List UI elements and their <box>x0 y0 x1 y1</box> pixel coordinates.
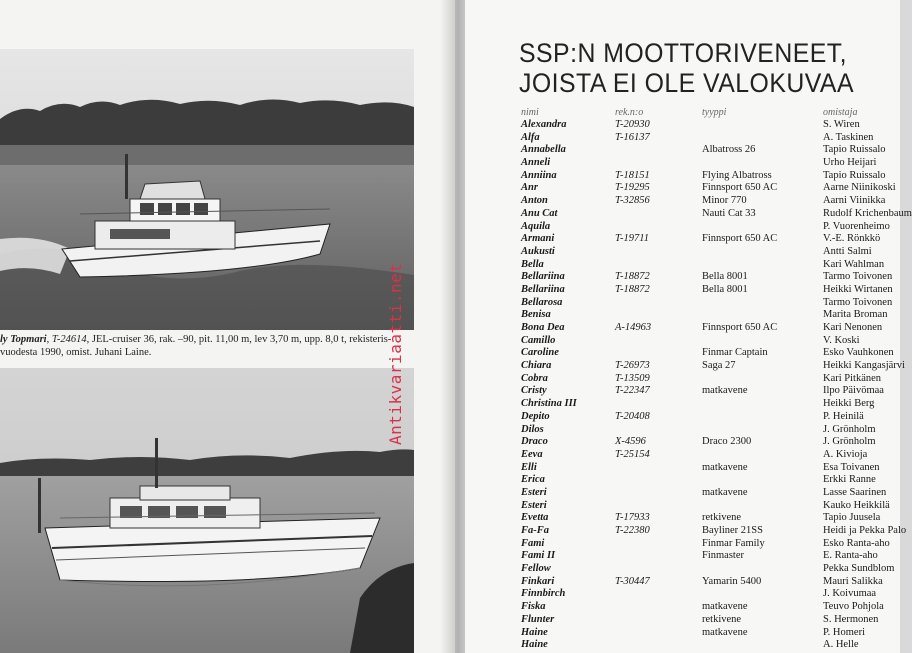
cell-omistaja: V. Koski <box>823 334 860 346</box>
cell-nimi: Fami <box>521 537 545 549</box>
table-row <box>465 436 900 449</box>
cell-omistaja: Tapio Ruissalo <box>823 144 886 156</box>
table-row <box>465 538 900 551</box>
cell-tyyppi: Finmar Captain <box>702 347 768 359</box>
cell-rekno: T-17933 <box>615 512 650 524</box>
cell-tyyppi: matkavene <box>702 601 748 613</box>
cell-rekno: T-18872 <box>615 283 650 295</box>
table-row <box>465 284 900 297</box>
cell-nimi: Armani <box>521 233 555 245</box>
cell-tyyppi: Flying Albatross <box>702 169 772 181</box>
page-title-line1: SSP:N MOOTTORIVENEET, <box>519 38 848 68</box>
cell-rekno: T-22347 <box>615 385 650 397</box>
cell-nimi: Finkari <box>521 575 555 587</box>
cell-omistaja: Ilpo Päivömaa <box>823 385 884 397</box>
cell-tyyppi: matkavene <box>702 486 748 498</box>
table-row <box>465 207 912 221</box>
cell-rekno: A-14963 <box>615 322 652 333</box>
cell-nimi: Elli <box>521 461 537 473</box>
cell-omistaja: J. Grönholm <box>823 423 876 435</box>
cell-nimi: Christina III <box>521 398 577 410</box>
cell-tyyppi: Finnsport 650 AC <box>702 233 778 245</box>
cell-omistaja: Teuvo Pohjola <box>823 601 884 613</box>
table-row <box>465 462 900 475</box>
cell-omistaja: Tarmo Toivonen <box>823 296 893 308</box>
cell-nimi: Eeva <box>521 448 543 460</box>
cell-tyyppi: Finnsport 650 AC <box>702 322 778 333</box>
header-omistaja: omistaja <box>823 107 858 118</box>
cell-tyyppi: Yamarin 5400 <box>702 575 762 587</box>
cell-omistaja: Tarmo Toivonen <box>823 271 893 283</box>
table-row <box>465 233 900 246</box>
cell-tyyppi: matkavene <box>702 385 748 397</box>
cell-nimi: Bona Dea <box>521 322 565 333</box>
table-row <box>465 385 900 398</box>
table-row <box>465 157 900 170</box>
left-page <box>0 0 455 653</box>
cell-tyyppi: Minor 770 <box>702 195 747 207</box>
cell-nimi: Flunter <box>521 613 555 625</box>
cell-nimi: Fa-Fa <box>521 525 550 536</box>
cell-tyyppi: Albatross 26 <box>702 144 756 156</box>
cell-rekno: T-20408 <box>615 410 650 422</box>
cell-omistaja: A. Taskinen <box>823 131 874 143</box>
table-row <box>465 322 900 335</box>
cell-nimi: Anu Cat <box>521 207 558 219</box>
cell-rekno: T-32856 <box>615 195 650 207</box>
cell-omistaja: Rudolf Krichenbaum <box>823 207 912 219</box>
cell-nimi: Bellariina <box>521 271 565 283</box>
cell-nimi: Bella <box>521 258 544 270</box>
table-row <box>465 335 900 348</box>
cell-nimi: Esteri <box>521 499 547 511</box>
cell-tyyppi: Nauti Cat 33 <box>702 207 756 219</box>
cell-omistaja: E. Ranta-aho <box>823 550 878 562</box>
cell-omistaja: Esko Vauhkonen <box>823 347 894 359</box>
table-row <box>465 221 900 234</box>
table-row <box>465 601 900 614</box>
table-row <box>465 525 907 538</box>
cell-omistaja: Erkki Ranne <box>823 474 876 486</box>
table-row <box>465 449 900 462</box>
cell-omistaja: Esko Ranta-aho <box>823 537 890 549</box>
cell-rekno: T-22380 <box>615 525 650 536</box>
cell-nimi: Caroline <box>521 347 559 359</box>
cell-nimi: Bellarosa <box>521 296 563 308</box>
cell-omistaja: Aarne Niinikoski <box>823 182 896 194</box>
photo-caption: ly Topmari, T-24614, JEL-cruiser 36, rak. –90, pit. 11,00 m, lev 3,70 m, upp. 8,0 t, rekisteris- vuodesta 1990, omist. Juhani Laine. <box>0 334 392 358</box>
cell-omistaja: P. Homeri <box>823 626 865 638</box>
header-rekno: rek.n:o <box>615 107 644 118</box>
cell-rekno: X-4596 <box>615 436 646 448</box>
cell-nimi: Fiska <box>521 601 546 613</box>
table-row <box>465 170 900 183</box>
cell-tyyppi: Finmar Family <box>702 537 765 549</box>
table-row <box>465 614 900 627</box>
table-row <box>465 474 900 487</box>
table-row <box>465 576 900 589</box>
cell-omistaja: P. Heinilä <box>823 410 864 422</box>
cell-nimi: Aquila <box>521 220 551 232</box>
table-row <box>465 195 900 208</box>
table-row <box>465 144 900 157</box>
table-row <box>465 588 900 601</box>
cell-omistaja: Tapio Ruissalo <box>823 169 886 181</box>
cell-nimi: Aukusti <box>521 245 555 257</box>
cell-omistaja: Pekka Sundblom <box>823 563 895 575</box>
watermark <box>386 245 416 445</box>
cell-rekno: T-19711 <box>615 233 650 245</box>
cell-nimi: Draco <box>521 436 548 448</box>
cell-omistaja: Tapio Juusela <box>823 512 881 524</box>
cell-nimi: Bellariina <box>521 283 565 295</box>
table-row <box>465 512 900 525</box>
cell-nimi: Anr <box>521 182 538 194</box>
cell-nimi: Anniina <box>521 169 557 181</box>
table-row <box>465 627 900 640</box>
table-row <box>465 411 900 424</box>
cell-tyyppi: Bayliner 21SS <box>702 525 763 536</box>
cell-omistaja: Kari Wahlman <box>823 258 885 270</box>
table-row <box>465 271 900 284</box>
table-row <box>465 182 900 195</box>
cell-rekno: T-30447 <box>615 575 650 587</box>
boat-table <box>465 119 912 652</box>
cell-tyyppi: Draco 2300 <box>702 436 752 448</box>
cell-tyyppi: Finnsport 650 AC <box>702 182 778 194</box>
cell-omistaja: S. Hermonen <box>823 613 879 625</box>
cell-nimi: Fami II <box>521 550 556 562</box>
table-row <box>465 297 900 310</box>
right-page <box>465 0 912 653</box>
cell-rekno: T-19295 <box>615 182 650 194</box>
cell-omistaja: Kari Nenonen <box>823 322 883 333</box>
table-row <box>465 373 900 386</box>
caption-text-line2: vuodesta 1990, omist. Juhani Laine. <box>0 347 152 358</box>
cell-nimi: Alfa <box>521 131 540 143</box>
cell-nimi: Erica <box>521 474 545 486</box>
cell-nimi: Camillo <box>521 334 556 346</box>
cell-rekno: T-18872 <box>615 271 650 283</box>
table-row <box>465 132 900 145</box>
cell-omistaja: Aarni Viinikka <box>823 195 886 207</box>
cell-nimi: Alexandra <box>521 119 567 130</box>
table-row <box>465 487 900 500</box>
cell-nimi: Haine <box>521 626 548 638</box>
table-row <box>465 246 900 259</box>
cell-nimi: Finnbirch <box>521 588 566 600</box>
cell-nimi: Depito <box>521 410 550 422</box>
cell-nimi: Fellow <box>521 563 551 575</box>
cell-omistaja: S. Wiren <box>823 119 860 130</box>
table-row <box>465 309 900 322</box>
caption-registration: T-24614 <box>51 334 87 345</box>
table-row <box>465 550 900 563</box>
cell-tyyppi: matkavene <box>702 626 748 638</box>
motorboat-photo-bottom <box>0 368 414 653</box>
cell-nimi: Cristy <box>521 385 547 397</box>
header-nimi: nimi <box>521 107 539 118</box>
cell-omistaja: Marita Broman <box>823 309 888 321</box>
cell-nimi: Benisa <box>521 309 551 321</box>
cell-omistaja: Lasse Saarinen <box>823 486 887 498</box>
cell-omistaja: Heikki Kangasjärvi <box>823 360 905 372</box>
table-row <box>465 500 900 513</box>
cell-nimi: Annabella <box>521 144 566 156</box>
cell-omistaja: Heikki Berg <box>823 398 875 410</box>
cell-omistaja: A. Helle <box>823 639 859 651</box>
page-title-line2: JOISTA EI OLE VALOKUVAA <box>519 68 854 98</box>
cell-tyyppi: retkivene <box>702 613 742 625</box>
cell-omistaja: Mauri Salikka <box>823 575 883 587</box>
table-row <box>465 398 900 411</box>
cell-omistaja: Esa Toivanen <box>823 461 880 473</box>
table-row <box>465 347 900 360</box>
cell-nimi: Cobra <box>521 372 548 384</box>
cell-rekno: T-26973 <box>615 360 650 372</box>
cell-omistaja: V.-E. Rönkkö <box>823 233 881 245</box>
caption-text-line1: , JEL-cruiser 36, rak. –90, pit. 11,00 m, lev 3,70 m, upp. 8,0 t, rekisteris- <box>86 334 392 345</box>
cell-rekno: T-13509 <box>615 372 650 384</box>
cell-nimi: Dilos <box>521 423 544 435</box>
table-row <box>465 119 900 132</box>
cell-rekno: T-18151 <box>615 169 650 181</box>
cell-rekno: T-16137 <box>615 131 650 143</box>
table-row <box>465 259 900 272</box>
table-row <box>465 639 900 652</box>
cell-tyyppi: retkivene <box>702 512 742 524</box>
cell-omistaja: P. Vuorenheimo <box>823 220 890 232</box>
motorboat-photo-top <box>0 49 414 330</box>
cell-omistaja: Urho Heijari <box>823 157 877 169</box>
cell-omistaja: Kari Pitkänen <box>823 372 882 384</box>
cell-nimi: Anton <box>521 195 548 207</box>
cell-nimi: Haine <box>521 639 548 651</box>
watermark-text: Antikvariaatti.net <box>386 262 405 445</box>
cell-tyyppi: Bella 8001 <box>702 271 748 283</box>
cell-nimi: Evetta <box>521 512 549 524</box>
table-row <box>465 360 905 373</box>
cell-tyyppi: Finmaster <box>702 550 744 562</box>
page-title <box>519 38 854 98</box>
cell-nimi: Chiara <box>521 360 552 372</box>
cell-omistaja: Kauko Heikkilä <box>823 499 890 511</box>
cell-omistaja: A. Kivioja <box>823 448 868 460</box>
cell-tyyppi: Saga 27 <box>702 360 736 372</box>
cell-omistaja: Heikki Wirtanen <box>823 283 893 295</box>
table-row <box>465 424 900 437</box>
cell-nimi: Esteri <box>521 486 547 498</box>
cell-tyyppi: Bella 8001 <box>702 283 748 295</box>
cell-omistaja: J. Koivumaa <box>823 588 877 600</box>
header-tyyppi: tyyppi <box>702 107 727 118</box>
table-row <box>465 563 900 576</box>
caption-boat-name: ly Topmari <box>0 334 47 345</box>
cell-omistaja: Heidi ja Pekka Palo <box>823 525 907 536</box>
cell-omistaja: Antti Salmi <box>823 245 872 257</box>
cell-nimi: Anneli <box>521 157 551 169</box>
cell-rekno: T-25154 <box>615 448 650 460</box>
cell-omistaja: J. Grönholm <box>823 436 876 448</box>
cell-rekno: T-20930 <box>615 119 650 130</box>
cell-tyyppi: matkavene <box>702 461 748 473</box>
